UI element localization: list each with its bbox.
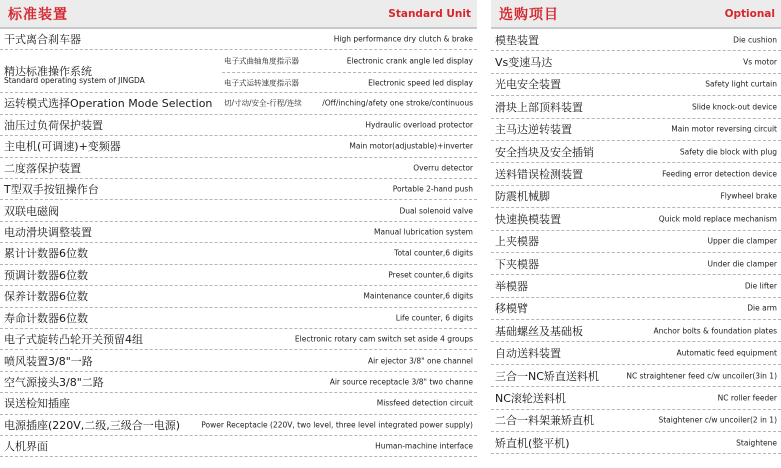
item-name-cn: 运转模式选择Operation Mode Selection [4, 97, 213, 111]
item-name-en: Upper die clamper [707, 236, 777, 246]
table-row [491, 74, 781, 96]
item-name-en: /Off/inching/afety one stroke/continuous [322, 98, 473, 108]
item-name-en: Total counter,6 digits [394, 248, 473, 258]
sub-item-cn: 电子式曲轴角度指示器 [224, 56, 299, 66]
table-row [491, 320, 781, 342]
table-row [0, 350, 477, 371]
standard-title-en: Standard Unit [388, 8, 471, 20]
item-name-en: Slide knock-out device [692, 102, 777, 112]
item-name-en: Feeding error detection device [662, 169, 777, 179]
table-row [491, 275, 781, 297]
optional-header [491, 0, 781, 29]
item-name-cn: 空气源接头3/8"二路 [4, 375, 104, 389]
item-name-cn: 累计计数器6位数 [4, 247, 88, 261]
item-name-en: Safety light curtain [705, 79, 777, 89]
item-name-en: Electronic rotary cam switch set aside 4 groups [294, 334, 473, 344]
table-row [491, 51, 781, 73]
table-row [491, 163, 781, 185]
item-name-cn: 电子式旋转凸轮开关预留4组 [4, 333, 143, 347]
table-row [0, 436, 477, 457]
table-row [491, 231, 781, 253]
item-name-en: Air source receptacle 3/8" two channe [329, 377, 473, 387]
table-row [491, 96, 781, 118]
item-name-en: Dual solenoid valve [399, 206, 473, 216]
item-name-en-sub: Standard operating system of JINGDA [4, 76, 145, 86]
table-row [0, 286, 477, 307]
table-row [0, 200, 477, 221]
table-row [0, 415, 477, 436]
item-name-cn: 安全挡块及安全插销 [495, 145, 594, 159]
item-name-cn: 寿命计数器6位数 [4, 311, 88, 325]
item-name-en: Preset counter,6 digits [388, 270, 473, 280]
table-row [0, 179, 477, 200]
item-name-cn: 自动送料装置 [495, 347, 561, 361]
item-name-cn: 喷风装置3/8"一路 [4, 354, 93, 368]
item-name-en: Human-machine interface [375, 441, 473, 451]
table-row [0, 222, 477, 243]
item-name-en: High performance dry clutch & brake [333, 34, 473, 44]
sub-row [222, 72, 477, 93]
table-row [0, 308, 477, 329]
item-name-en: Maintenance counter,6 digits [363, 291, 473, 301]
item-name-cn: 滑块上部顶料装置 [495, 100, 583, 114]
table-row [0, 29, 477, 50]
table-row [491, 119, 781, 141]
item-name-cn: 二合一料架兼矫直机 [495, 414, 594, 428]
standard-list [0, 29, 477, 457]
table-row [0, 265, 477, 286]
table-row [491, 410, 781, 432]
item-name-cn: 移模臂 [495, 302, 528, 316]
item-name-cn: 基础螺丝及基础板 [495, 324, 583, 338]
table-row [0, 393, 477, 414]
item-name-cn: 预调计数器6位数 [4, 268, 88, 282]
table-row [0, 372, 477, 393]
optional-panel [491, 0, 781, 454]
table-row [0, 115, 477, 136]
item-name-cn: 下夹模器 [495, 257, 539, 271]
item-name-en: Portable 2-hand push [392, 184, 473, 194]
item-name-en: Die lifter [744, 281, 777, 291]
item-name-en: Main motor reversing circuit [671, 124, 777, 134]
item-name-en: NC straightener feed c/w uncoiler(3in 1) [626, 371, 777, 381]
item-name-cn: 人机界面 [4, 440, 48, 454]
item-name-cn: NC滚轮送料机 [495, 391, 566, 405]
item-name-en: Power Receptacle (220V, two level, three level integrated power supply) [201, 420, 473, 430]
item-name-cn: 主电机(可调速)+变频器 [4, 140, 121, 154]
item-name-cn: 矫直机(整平机) [495, 436, 570, 450]
item-name-cn: 油压过负荷保护装置 [4, 118, 103, 132]
item-name-en: Vs motor [743, 57, 777, 67]
item-name-en: NC roller feeder [717, 393, 777, 403]
sub-item-en: Electronic crank angle led display [346, 56, 473, 66]
item-name-cn: 误送检知插座 [4, 397, 70, 411]
item-name-cn: 主马达逆转装置 [495, 123, 572, 137]
item-name-cn: 双联电磁阀 [4, 204, 59, 218]
table-row [0, 243, 477, 264]
item-name-cn: 上夹模器 [495, 235, 539, 249]
item-name-en: Life counter, 6 digits [395, 313, 473, 323]
table-row [491, 208, 781, 230]
item-name-cn: 干式离合刹车器 [4, 33, 81, 47]
item-name-cn: 二度落保护装置 [4, 161, 81, 175]
table-row [491, 342, 781, 364]
sub-row [222, 50, 477, 72]
item-name-cn: 举模器 [495, 279, 528, 293]
item-name-cn: T型双手按钮操作台 [4, 183, 99, 197]
item-name-cn: 电动滑块调整装置 [4, 226, 92, 240]
item-name-en: Main motor(adjustable)+inverter [349, 141, 473, 151]
item-name-en: Missfeed detection circuit [376, 398, 473, 408]
item-name-en: Flywheel brake [720, 191, 777, 201]
standard-unit-header [0, 0, 477, 29]
standard-title-cn: 标准装置 [8, 7, 68, 23]
item-name-en: Staightene [736, 438, 777, 448]
sub-item-cn: 电子式运转速度指示器 [224, 78, 299, 88]
item-name-cn: 精达标准操作系统 [4, 65, 92, 79]
item-name-en: Manual lubrication system [374, 227, 473, 237]
item-name-cn: 电源插座(220V,二级,三级合一电源) [4, 418, 181, 432]
item-name-cn: 防震机械脚 [495, 190, 550, 204]
item-name-en: Quick mold replace mechanism [658, 214, 777, 224]
table-row [491, 387, 781, 409]
table-row [491, 29, 781, 51]
item-name-en: Staightener c/w uncoiler(2 in 1) [658, 415, 777, 425]
item-name-cn: 模垫装置 [495, 33, 539, 47]
table-row [0, 50, 477, 93]
table-row [0, 136, 477, 157]
table-row [491, 141, 781, 163]
table-row [491, 253, 781, 275]
item-name-en: Safety die block with plug [679, 147, 777, 157]
item-name-cn: 三合一NC矫直送料机 [495, 369, 599, 383]
optional-title-en: Optional [724, 8, 775, 20]
item-mode-cn: 切/寸动/安全-行程/连续 [224, 98, 302, 108]
table-row [0, 329, 477, 350]
item-name-en: Air ejector 3/8" one channel [367, 356, 473, 366]
table-row [491, 432, 781, 454]
optional-list [491, 29, 781, 454]
item-name-en: Overru detector [413, 163, 473, 173]
item-name-cn: 光电安全装置 [495, 78, 561, 92]
item-name-en: Hydraulic overload protector [365, 120, 473, 130]
item-name-en: Automatic feed equipment [676, 348, 777, 358]
table-row [491, 298, 781, 320]
item-name-en: Die arm [747, 303, 777, 313]
item-name-en: Die cushion [733, 35, 777, 45]
sub-item-en: Electronic speed led display [368, 78, 473, 88]
table-row [0, 158, 477, 179]
table-row [0, 93, 477, 114]
item-name-cn: 保养计数器6位数 [4, 290, 88, 304]
item-name-en: Anchor bolts & foundation plates [653, 326, 777, 336]
optional-title-cn: 选购项目 [499, 7, 559, 23]
item-name-en: Under die clamper [707, 259, 777, 269]
item-name-cn: 快速换模装置 [495, 212, 561, 226]
table-row [491, 186, 781, 208]
table-row [491, 365, 781, 387]
item-name-cn: 送料错误检测装置 [495, 168, 583, 182]
item-name-cn: Vs变速马达 [495, 56, 553, 70]
